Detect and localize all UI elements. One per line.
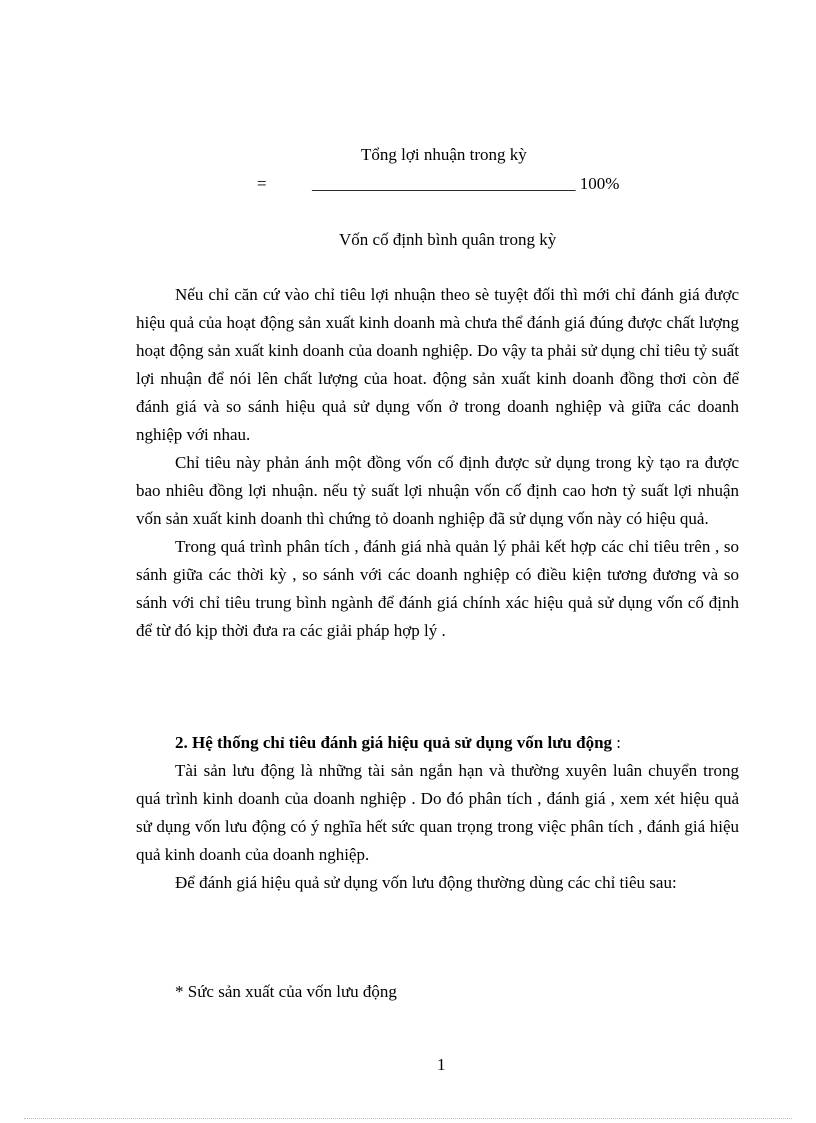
paragraph: Để đánh giá hiệu quả sử dụng vốn lưu động thường dùng các chỉ tiêu sau: [175, 873, 677, 892]
formula-denominator: Vốn cố định bình quân trong kỳ [339, 230, 557, 249]
page-number: 1 [437, 1055, 446, 1074]
page-bottom-divider [24, 1118, 792, 1119]
paragraph: Chỉ tiêu này phản ánh một đồng vốn cố định được sử dụng trong kỳ tạo ra được bao nhiêu đồng lợi nhuận. nếu tỷ suất lợi nhuận vốn cố định cao hơn tỷ suất lợi nhuận vốn sản xuất kinh doanh thì chứng tỏ doanh nghiệp đã sử dụng vốn này có hiệu quả. [136, 453, 739, 528]
formula-numerator: Tổng lợi nhuận trong kỳ [361, 145, 527, 164]
formula-fraction-line: _______________________________ 100% [312, 174, 620, 193]
body-paragraphs [136, 281, 739, 645]
formula-equals: = [257, 174, 267, 193]
section-heading-suffix: : [612, 733, 622, 752]
section-heading-text: 2. Hệ thống chỉ tiêu đánh giá hiệu quả sử dụng vốn lưu động [175, 733, 613, 752]
paragraph: Tài sản lưu động là những tài sản ngắn hạn và thường xuyên luân chuyển trong quá trình kinh doanh của doanh nghiệp . Do đó phân tích , đánh giá , xem xét hiệu quả sử dụng vốn lưu động có ý nghĩa hết sức quan trọng trong việc phân tích , đánh giá hiệu quả kinh doanh của doanh nghiệp. [136, 761, 739, 864]
section-2 [136, 729, 739, 897]
section-heading [136, 729, 739, 757]
bullet-item: * Sức sản xuất của vốn lưu động [175, 982, 397, 1001]
paragraph: Nếu chỉ căn cứ vào chỉ tiêu lợi nhuận theo sè tuyệt đối thì mới chỉ đánh giá được hiệu quả của hoạt động sản xuất kinh doanh mà chưa thể đánh giá đúng được chất lượng hoạt động sản xuất kinh doanh của doanh nghiệp. Do vậy ta phải sử dụng chỉ tiêu tỷ suất lợi nhuận để nói lên chất lượng của hoat. động sản xuất kinh doanh đồng thơi còn để đánh giá và so sánh hiệu quả sử dụng vốn ở trong doanh nghiệp và giữa các doanh nghiệp với nhau. [136, 285, 739, 444]
paragraph: Trong quá trình phân tích , đánh giá nhà quản lý phải kết hợp các chỉ tiêu trên , so sánh giữa các thời kỳ , so sánh với các doanh nghiệp có điều kiện tương đương và so sánh với chỉ tiêu trung bình ngành để đánh giá chính xác hiệu quả sử dụng vốn cố định để từ đó kịp thời đưa ra các giải pháp hợp lý . [136, 537, 739, 640]
